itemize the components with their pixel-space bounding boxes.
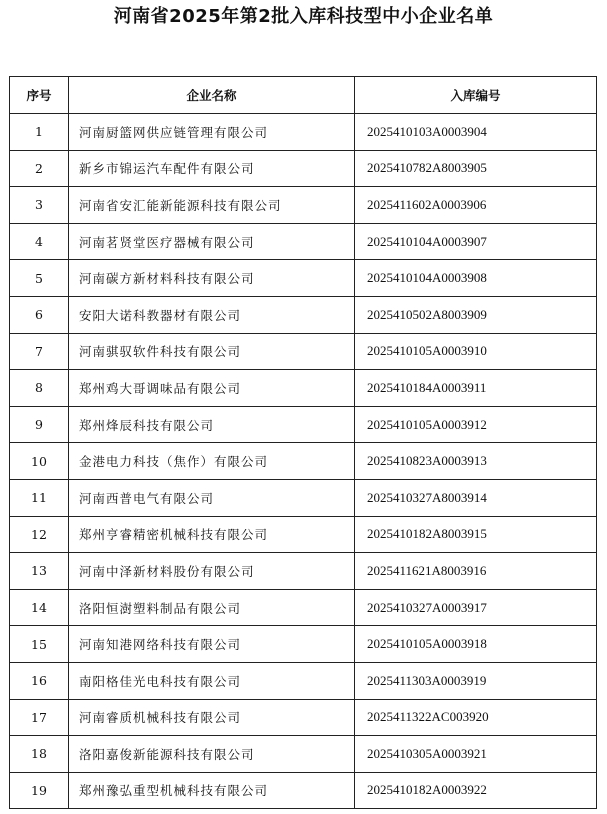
- table-row: [10, 114, 597, 151]
- table-row: [10, 772, 597, 809]
- registration-number-cell: 2025410104A0003908: [355, 260, 597, 297]
- serial-cell: 3: [10, 187, 69, 224]
- serial-cell: 4: [10, 223, 69, 260]
- registration-number-cell: 2025410105A0003918: [355, 626, 597, 663]
- company-name-cell: 河南碳方新材料科技有限公司: [69, 260, 355, 297]
- registration-number-cell: 2025410184A0003911: [355, 370, 597, 407]
- serial-cell: 15: [10, 626, 69, 663]
- serial-cell: 11: [10, 479, 69, 516]
- table-row: [10, 150, 597, 187]
- company-name-cell: 河南骐驭软件科技有限公司: [69, 333, 355, 370]
- serial-cell: 9: [10, 406, 69, 443]
- registration-number-cell: 2025410105A0003912: [355, 406, 597, 443]
- registration-number-cell: 2025411322AC003920: [355, 699, 597, 736]
- table-row: [10, 736, 597, 773]
- serial-cell: 14: [10, 589, 69, 626]
- company-name-cell: 河南睿质机械科技有限公司: [69, 699, 355, 736]
- table-row: [10, 443, 597, 480]
- serial-cell: 8: [10, 370, 69, 407]
- company-name-cell: 郑州豫弘重型机械科技有限公司: [69, 772, 355, 809]
- table-row: [10, 260, 597, 297]
- table-row: [10, 333, 597, 370]
- company-name-cell: 安阳大诺科教器材有限公司: [69, 296, 355, 333]
- registration-number-cell: 2025410327A8003914: [355, 479, 597, 516]
- page-title: 河南省2025年第2批入库科技型中小企业名单: [113, 6, 494, 27]
- company-name-cell: 郑州鸡大哥调味品有限公司: [69, 370, 355, 407]
- table-row: [10, 699, 597, 736]
- registration-number-cell: 2025410823A0003913: [355, 443, 597, 480]
- company-name-cell: 河南中泽新材料股份有限公司: [69, 553, 355, 590]
- registration-number-cell: 2025411621A8003916: [355, 553, 597, 590]
- registration-number-cell: 2025410502A8003909: [355, 296, 597, 333]
- company-name-cell: 河南厨篮网供应链管理有限公司: [69, 114, 355, 151]
- company-name-cell: 河南西普电气有限公司: [69, 479, 355, 516]
- serial-cell: 12: [10, 516, 69, 553]
- company-name-cell: 河南省安汇能新能源科技有限公司: [69, 187, 355, 224]
- table-row: [10, 406, 597, 443]
- serial-cell: 6: [10, 296, 69, 333]
- serial-cell: 7: [10, 333, 69, 370]
- table-row: [10, 296, 597, 333]
- enterprise-table: [9, 76, 597, 809]
- company-name-cell: 洛阳恒澍塑料制品有限公司: [69, 589, 355, 626]
- registration-number-cell: 2025410105A0003910: [355, 333, 597, 370]
- serial-cell: 19: [10, 772, 69, 809]
- table-row: [10, 626, 597, 663]
- registration-number-cell: 2025410182A0003922: [355, 772, 597, 809]
- serial-cell: 13: [10, 553, 69, 590]
- serial-cell: 16: [10, 662, 69, 699]
- header-serial: 序号: [10, 77, 69, 114]
- table-row: [10, 553, 597, 590]
- company-name-cell: 金港电力科技（焦作）有限公司: [69, 443, 355, 480]
- registration-number-cell: 2025411602A0003906: [355, 187, 597, 224]
- registration-number-cell: 2025410104A0003907: [355, 223, 597, 260]
- company-name-cell: 河南茗贤堂医疗器械有限公司: [69, 223, 355, 260]
- registration-number-cell: 2025410182A8003915: [355, 516, 597, 553]
- serial-cell: 5: [10, 260, 69, 297]
- company-name-cell: 洛阳嘉俊新能源科技有限公司: [69, 736, 355, 773]
- table-row: [10, 479, 597, 516]
- serial-cell: 10: [10, 443, 69, 480]
- table-row: [10, 370, 597, 407]
- serial-cell: 2: [10, 150, 69, 187]
- table-header-row: [10, 77, 597, 114]
- registration-number-cell: 2025410327A0003917: [355, 589, 597, 626]
- table-row: [10, 662, 597, 699]
- table-row: [10, 589, 597, 626]
- company-name-cell: 新乡市锦运汽车配件有限公司: [69, 150, 355, 187]
- company-name-cell: 南阳格佳光电科技有限公司: [69, 662, 355, 699]
- serial-cell: 18: [10, 736, 69, 773]
- serial-cell: 17: [10, 699, 69, 736]
- table-row: [10, 223, 597, 260]
- registration-number-cell: 2025410103A0003904: [355, 114, 597, 151]
- registration-number-cell: 2025410782A8003905: [355, 150, 597, 187]
- registration-number-cell: 2025410305A0003921: [355, 736, 597, 773]
- table-body: [10, 114, 597, 809]
- serial-cell: 1: [10, 114, 69, 151]
- header-registration-number: 入库编号: [355, 77, 597, 114]
- table-row: [10, 187, 597, 224]
- table-row: [10, 516, 597, 553]
- registration-number-cell: 2025411303A0003919: [355, 662, 597, 699]
- company-name-cell: 河南知港网络科技有限公司: [69, 626, 355, 663]
- header-company-name: 企业名称: [69, 77, 355, 114]
- company-name-cell: 郑州亨睿精密机械科技有限公司: [69, 516, 355, 553]
- company-name-cell: 郑州烽辰科技有限公司: [69, 406, 355, 443]
